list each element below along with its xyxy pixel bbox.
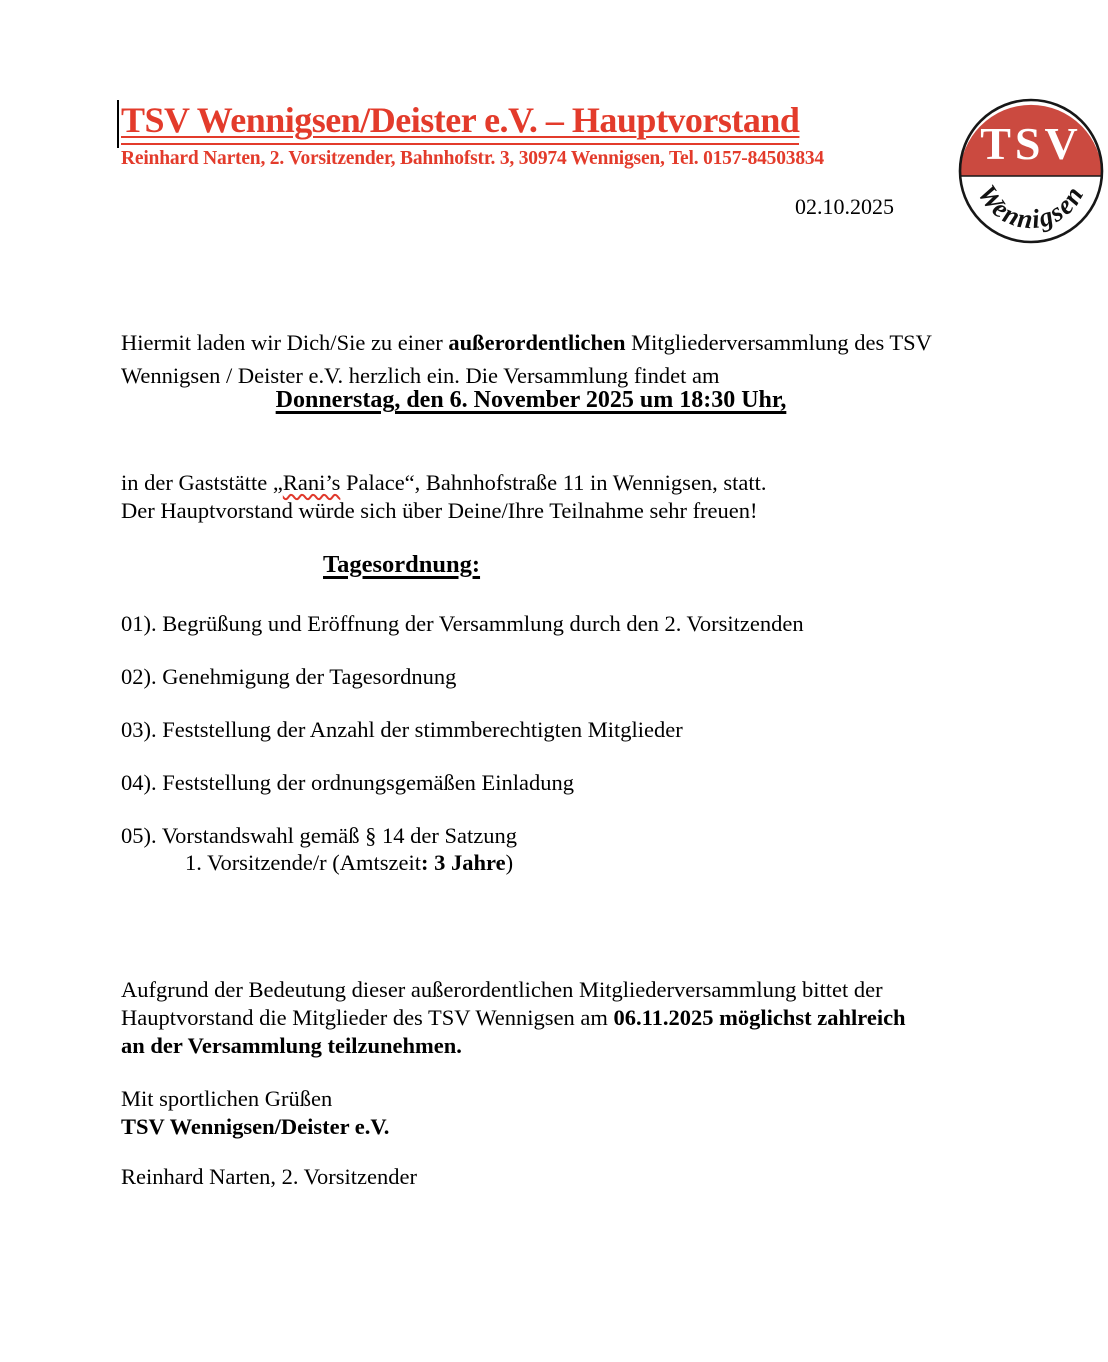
page-title [121, 100, 799, 145]
venue-text-line2: Der Hauptvorstand würde sich über Deine/Ihre Teilnahme sehr freuen! [121, 497, 758, 523]
intro-text-bold: außerordentlichen [448, 329, 626, 355]
agenda-item-2: 02). Genehmigung der Tagesordnung [121, 664, 457, 689]
importance-paragraph [121, 976, 1041, 1060]
header-contact-line: Reinhard Narten, 2. Vorsitzender, Bahnhofstr. 3, 30974 Wennigsen, Tel. 0157-84503834 [121, 148, 824, 169]
importance-line2-pre: Hauptvorstand die Mitglieder des TSV Wennigsen am [121, 1004, 614, 1030]
tsv-wennigsen-logo [956, 96, 1106, 246]
agenda-sub-post: ) [505, 850, 514, 875]
intro-paragraph [121, 326, 1021, 392]
page-title-text: TSV Wennigsen/Deister e.V. – Hauptvorstand [121, 100, 800, 140]
document-date: 02.10.2025 [795, 194, 894, 219]
agenda-item-1: 01). Begrüßung und Eröffnung der Versammlung durch den 2. Vorsitzenden [121, 611, 804, 636]
signature-line: Reinhard Narten, 2. Vorsitzender [121, 1163, 417, 1189]
logo-secondary-text: Wennigsen [971, 179, 1090, 235]
importance-line3-bold: an der Versammlung teilzunehmen. [121, 1032, 462, 1058]
agenda-item-4: 04). Feststellung der ordnungsgemäßen Einladung [121, 770, 575, 795]
intro-text-pre: Hiermit laden wir Dich/Sie zu einer [121, 329, 449, 355]
venue-spellcheck-word: Rani’s [282, 469, 341, 495]
closing-block [121, 1085, 821, 1141]
text-cursor [117, 100, 119, 148]
agenda-item-3: 03). Feststellung der Anzahl der stimmberechtigten Mitglieder [121, 717, 683, 742]
agenda-list [121, 610, 1041, 902]
closing-organization: TSV Wennigsen/Deister e.V. [121, 1113, 390, 1139]
agenda-sub-bold: : 3 Jahre [421, 850, 506, 875]
venue-text-post: Palace“, Bahnhofstraße 11 in Wennigsen, statt. [340, 469, 767, 495]
agenda-sub-pre: 1. Vorsitzende/r (Amtszeit [185, 850, 421, 875]
agenda-item-5 [121, 822, 1041, 876]
event-date-line: Donnerstag, den 6. November 2025 um 18:30 Uhr, [275, 387, 787, 413]
importance-line2-bold: 06.11.2025 möglichst zahlreich [613, 1004, 906, 1030]
club-logo-icon [956, 96, 1106, 246]
intro-text-line2: Wennigsen / Deister e.V. herzlich ein. Die Versammlung findet am [121, 362, 720, 388]
venue-text-pre: in der Gaststätte „ [121, 469, 283, 495]
closing-salutation: Mit sportlichen Grüßen [121, 1085, 333, 1111]
intro-text-post: Mitgliederversammlung des TSV [625, 329, 932, 355]
agenda-item-5-main: 05). Vorstandswahl gemäß § 14 der Satzung [121, 823, 517, 848]
importance-line1: Aufgrund der Bedeutung dieser außerordentlichen Mitgliederversammlung bittet der [121, 976, 883, 1002]
agenda-heading: Tagesordnung: [323, 551, 481, 578]
agenda-item-5-sub [185, 849, 513, 876]
venue-paragraph [121, 469, 1021, 525]
logo-primary-text: TSV [980, 118, 1082, 169]
